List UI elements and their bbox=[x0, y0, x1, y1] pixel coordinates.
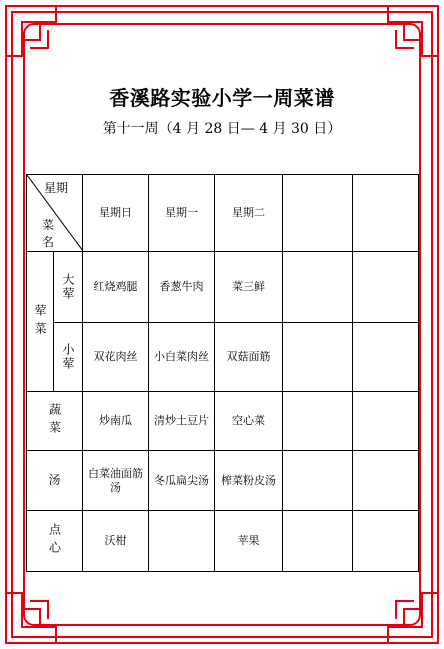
corner-header-cell bbox=[27, 175, 83, 252]
corner-label-weekday: 星期 bbox=[43, 181, 68, 195]
day-header-5 bbox=[353, 175, 419, 252]
header-row bbox=[27, 175, 419, 252]
dish-cell bbox=[353, 451, 419, 511]
small-meat-label: 小荤 bbox=[61, 343, 75, 371]
weekly-menu-table bbox=[26, 174, 419, 572]
dish-cell bbox=[283, 252, 353, 323]
snack-label: 点心 bbox=[47, 523, 62, 559]
dish-cell bbox=[149, 511, 215, 572]
dish-cell: 空心菜 bbox=[215, 392, 283, 451]
day-header-2: 星期一 bbox=[149, 175, 215, 252]
dish-cell: 双菇面筋 bbox=[215, 323, 283, 392]
table-row-veg bbox=[27, 392, 419, 451]
big-meat-label-cell bbox=[54, 252, 83, 323]
corner-label-dish: 菜名 bbox=[41, 218, 54, 249]
dish-cell: 炒南瓜 bbox=[83, 392, 149, 451]
week-subtitle: 第十一周（4 月 28 日— 4 月 30 日） bbox=[102, 121, 342, 137]
big-meat-label: 大荤 bbox=[61, 273, 75, 301]
small-meat-label-cell bbox=[54, 323, 83, 392]
veg-label-cell bbox=[27, 392, 83, 451]
dish-cell bbox=[283, 451, 353, 511]
day-header-1: 星期日 bbox=[83, 175, 149, 252]
snack-label-cell bbox=[27, 511, 83, 572]
dish-cell: 香葱牛肉 bbox=[149, 252, 215, 323]
dish-cell: 冬瓜扁尖汤 bbox=[149, 451, 215, 511]
table-row-snack bbox=[27, 511, 419, 572]
dish-cell: 菜三鲜 bbox=[215, 252, 283, 323]
dish-cell: 双花肉丝 bbox=[83, 323, 149, 392]
page-title: 香溪路实验小学一周菜谱 bbox=[109, 86, 335, 110]
dish-cell bbox=[283, 392, 353, 451]
day-header-3: 星期二 bbox=[215, 175, 283, 252]
meat-group-cell bbox=[27, 252, 54, 392]
veg-label: 蔬菜 bbox=[47, 403, 62, 439]
table-row-small-meat bbox=[27, 323, 419, 392]
dish-cell bbox=[353, 252, 419, 323]
table-row-big-meat bbox=[27, 252, 419, 323]
dish-cell: 苹果 bbox=[215, 511, 283, 572]
dish-cell: 红烧鸡腿 bbox=[83, 252, 149, 323]
dish-cell: 白菜油面筋汤 bbox=[83, 451, 149, 511]
dish-cell: 沃柑 bbox=[83, 511, 149, 572]
dish-cell bbox=[283, 323, 353, 392]
table-row-soup bbox=[27, 451, 419, 511]
day-header-4 bbox=[283, 175, 353, 252]
dish-cell bbox=[353, 392, 419, 451]
dish-cell: 榨菜粉皮汤 bbox=[215, 451, 283, 511]
dish-cell: 小白菜肉丝 bbox=[149, 323, 215, 392]
soup-label: 汤 bbox=[48, 473, 61, 487]
meat-group-label: 荤菜 bbox=[33, 303, 47, 340]
soup-label-cell bbox=[27, 451, 83, 511]
dish-cell bbox=[353, 323, 419, 392]
dish-cell bbox=[353, 511, 419, 572]
dish-cell bbox=[283, 511, 353, 572]
dish-cell: 清炒土豆片 bbox=[149, 392, 215, 451]
